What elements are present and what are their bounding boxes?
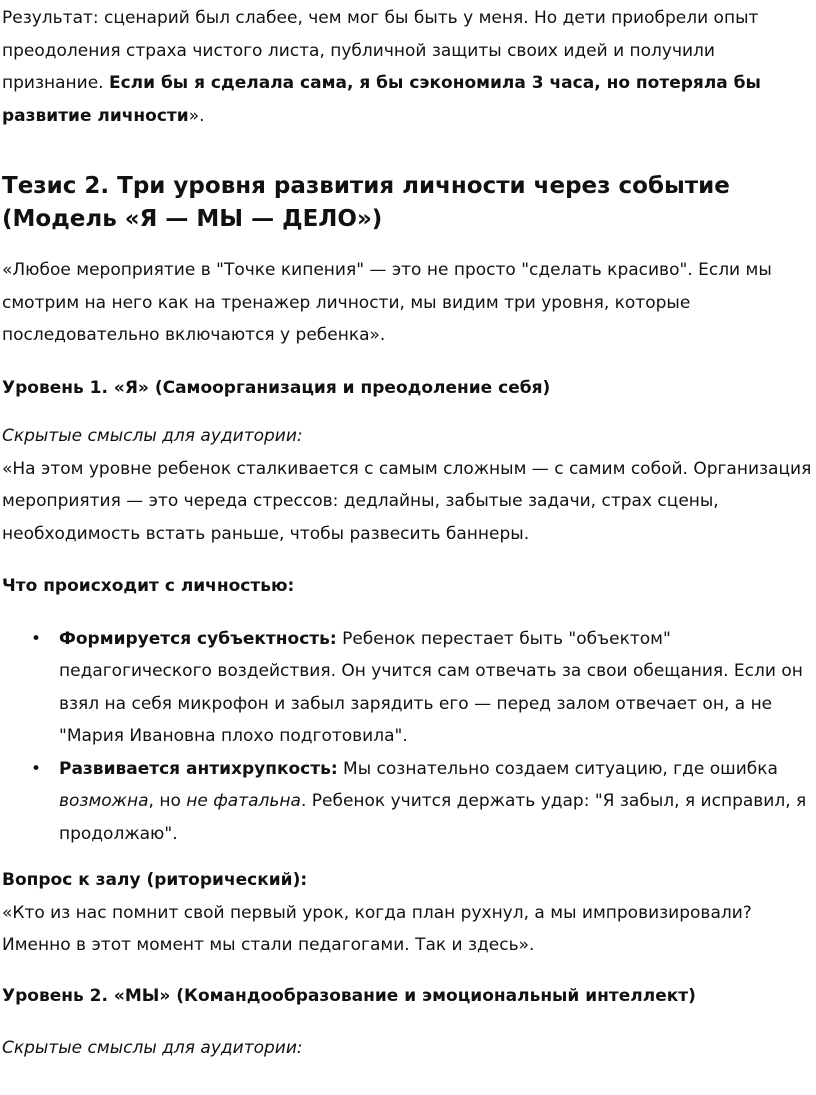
question-heading: Вопрос к залу (риторический): xyxy=(2,870,308,890)
intro-bold-conclusion: Если бы я сделала сама, я бы сэкономила 3 часа, но потеряла бы развитие личности xyxy=(2,73,761,126)
intro-text: Результат: сценарий был слабее, чем мог бы быть у меня. Но дети приобрели опыт преодоления страха чистого листа, публичной защиты своих идей и получили признание. xyxy=(2,8,759,93)
intro-paragraph xyxy=(2,0,812,132)
level1-hidden-meanings-label: Скрытые смыслы для аудитории: xyxy=(2,426,303,446)
list-item xyxy=(2,623,812,753)
bullet-icon: • xyxy=(31,628,42,649)
level1-quote: «На этом уровне ребенок сталкивается с самым сложным — с самим собой. Организация мероприятия — это череда стрессов: дедлайны, забытые задачи, страх сцены, необходимость встать раньше, чтобы развесить баннеры. xyxy=(2,458,812,544)
level2-hidden-meanings-label: Скрытые смыслы для аудитории: xyxy=(2,1038,303,1058)
list-item-emphasis: не фатальна xyxy=(186,791,301,811)
question-text: «Кто из нас помнит свой первый урок, когда план рухнул, а мы импровизировали? Именно в этот момент мы стали педагогами. Так и здесь». xyxy=(2,902,752,955)
level2-heading: Уровень 2. «МЫ» (Командообразование и эмоциональный интеллект) xyxy=(2,985,696,1006)
thesis-title: Тезис 2. Три уровня развития личности через событие (Модель «Я — МЫ — ДЕЛО») xyxy=(2,173,730,232)
list-item xyxy=(2,753,812,851)
list-item-text: , но xyxy=(148,791,187,811)
lead-paragraph: «Любое мероприятие в "Точке кипения" — это не просто "сделать красиво". Если мы смотрим на него как на тренажер личности, мы видим три уровня, которые последовательно включаются у ребенка». xyxy=(2,260,772,345)
list-item-text: Мы сознательно создаем ситуацию, где ошибка xyxy=(337,758,778,779)
intro-tail: ». xyxy=(188,105,205,126)
list-item-title: Развивается антихрупкость: xyxy=(59,758,338,779)
what-happens-list xyxy=(2,603,812,851)
list-item-text: Ребенок перестает быть "объектом" педагогического воздействия. Он учится сам отвечать за свои обещания. Если он взял на себя микрофон и забыл зарядить его — перед залом отвечает он, а не "Мария Ивановна плохо подготовила". xyxy=(59,628,803,746)
list-item-emphasis: возможна xyxy=(59,791,149,811)
list-item-title: Формируется субъектность: xyxy=(59,628,337,649)
what-happens-heading: Что происходит с личностью: xyxy=(2,576,295,596)
bullet-icon: • xyxy=(31,758,42,779)
level1-heading: Уровень 1. «Я» (Самоорганизация и преодоление себя) xyxy=(2,377,551,398)
list-item-text: . Ребенок учится держать удар: "Я забыл, я исправил, я продолжаю". xyxy=(59,791,807,844)
